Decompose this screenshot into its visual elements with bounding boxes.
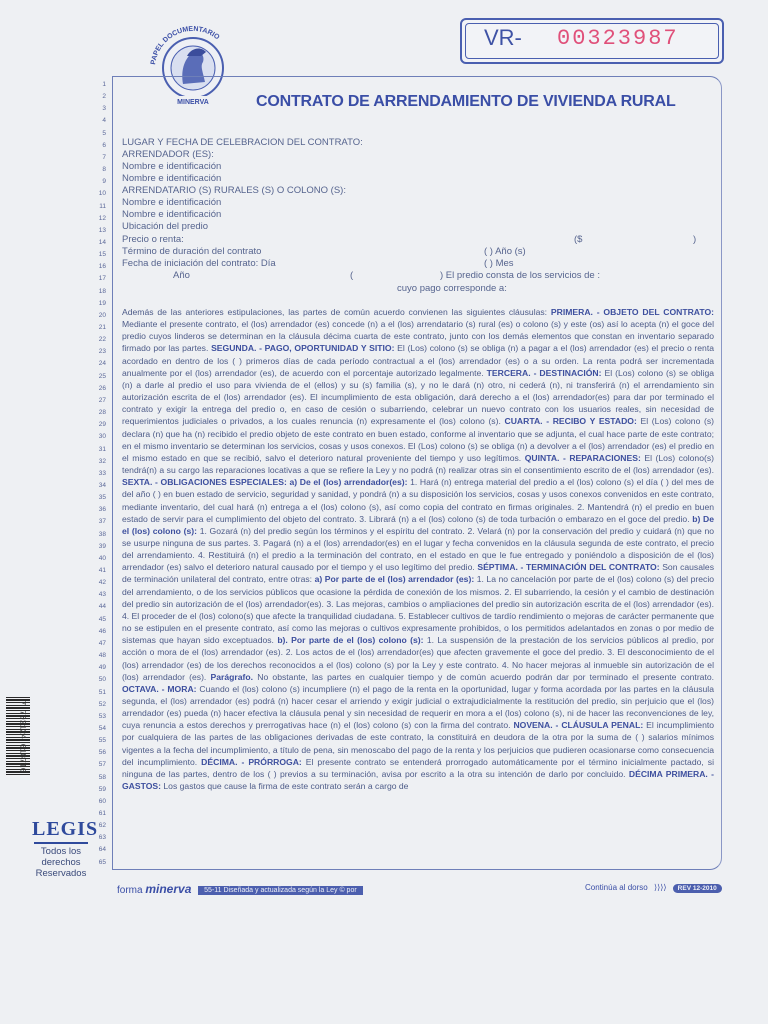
line-number: 28: [98, 409, 106, 417]
line-number: 9: [102, 178, 106, 186]
line-number: 53: [98, 712, 106, 720]
field-nombre-2: Nombre e identificación: [122, 173, 222, 184]
line-number: 4: [102, 117, 106, 125]
line-number: 62: [98, 822, 106, 830]
line-number: 35: [98, 494, 106, 502]
line-number: 18: [98, 287, 106, 295]
line-number: 13: [98, 226, 106, 234]
line-number: 6: [102, 141, 106, 149]
field-fecha-mes: ( ) Mes: [484, 258, 514, 269]
line-number: 27: [98, 396, 106, 404]
clause-5-title: QUINTA. - REPARACIONES:: [524, 452, 641, 463]
field-nombre-4: Nombre e identificación: [122, 209, 222, 220]
line-number: 3: [102, 105, 106, 113]
field-termino: Término de duración del contrato: [122, 246, 262, 257]
line-number: 22: [98, 336, 106, 344]
contract-body: Además de las anteriores estipulaciones, las partes de común acuerdo convienen las siguientes cláusulas: PRIMERA. - OBJETO DEL CONTRATO: Mediante el presente contrato, el (los) arrendador (es) concede (n) a el (los) arrendatario (s) rural (es) o colono (s) y este (os) así lo acepta (n) el goce del predio cuyos linderos se determinan en la cláusula décima cuarta de este contrato, junto con los demás elementos que constan en inventario separado firmado por las partes. SEGUNDA. - PAGO, OPORTUNIDAD Y SITIO: El (Los) colono (s) se obliga (n) a pagar a el (los) arrendador (es) el precio o renta acordado en dentro de los ( ) primeros días de cada período contractual a el (los) arrendador (es) o a su orden. La renta podrá ser incrementada anualmente por el (los) arrendador (es), de acuerdo con el porcentaje autorizado legalmente. TERCERA. - DESTINACIÓN: El (Los) colono (s) se obliga (n) a darle al predio el uso para vivienda de el (ellos) y su (s) familia (s), y no le dará (n) otro, ni cederá (n), ni transferirá (n) el arrendamiento sin autorización escrita de el (los) arrendador (es). El incumplimiento de esta obligación, dará derecho a el (los) arrendador(es) para dar por terminado el contrato y exigir la entrega del predio o, en caso de cesión o subarriendo, celebrar un nuevo contrato con los usuarios reales, sin necesidad de requerimientos judiciales o privados, a los cuales renuncia (n) expresamente el (los) colono (s). CUARTA. - RECIBO Y ESTADO: El (Los) colono (s) declara (n) que ha (n) recibido el predio objeto de este contrato en buen estado, conforme al inventario que se adjunta, el cual hace parte de este contrato; en el mismo inventario se determinan los servicios, cosas y usos conexos. El (Los) colono (s) se obliga (n) a devolver a el (los) arrendador (es) el predio en el mismo estado en que se recibió, salvo el deterioro natural proveniente del tiempo y uso legítimos. QUINTA. - REPARACIONES: El (Los) colono(s) tendrá(n) a su cargo las reparaciones locativas a que se refiere la Ley y no podrá (n) realizar otras sin el consentimiento escrito de el (los) arrendador (es). SEXTA. - OBLIGACIONES ESPECIALES: a) De el (los) arrendador(es): 1. Hará (n) entrega material del predio a el (los) colono (s) el día ( ) del mes de del año ( ) en buen estado de servicio, seguridad y sanidad, y pondrá (n) a su disposición los servicios, cosas y usos conexos convenidos en este contrato, mediante inventario, del cual hará (n) entrega a el (los) colono (s), así como copia del contrato en firmas originales. 2. Mantendrá (n) el predio en buen estado de servir para el cumplimiento del objeto del contrato. 3. Librará (n) a el (los) colono (s) de toda turbación o embarazo en el goce del predio. b) De el (los) colono (s): 1. Gozará (n) del predio según los términos y el espíritu del contrato. 2. Velará (n) por la conservación del predio y cuidará (n) que no se usurpe ninguna de sus partes. 3. Pagará (n) a el (los) arrendador(es) en el lugar y fecha convenidos en la cláusula segunda de este contrato, el precio del arrendamiento. 4. Restituirá (n) el predio a la terminación del contrato, en el estado en que le fue entregado y poniéndolo a disposición de el (los) arrendador (es) salvo el deterioro natural causado por el tiempo y el uso legítimo del predio. SÉPTIMA. - TERMINACIÓN DEL CONTRATO: Son causales de terminación unilateral del contrato, entre otras: a) Por parte de el (los) arrendador (es): 1. La no cancelación por parte de el (los) colono (s) del precio del arrendamiento, o de los servicios públicos que ocasione la pérdida de conexión de los mismos. 2. El subarriendo, la cesión y el cambio de destinación del predio sin autorización de el (los) arrendador(es). 3. Las mejoras, cambios o ampliaciones del predio sin autorización escrita de el (los) arrendador (es). 4. El proceder de el (los) colono(s) que afecte la tranquilidad ciudadana. 5. Establecer cultivos de tardío rendimiento o mejoras de carácter permanente que no se estipulen en el presente contrato, así como las mejoras o cultivos expresamente prohibidos, o los permitidos adelantados en zonas o por medio de sistemas que hayan sido exceptuados. b). Por parte de el (los) colono (s): 1. La suspensión de la prestación de los servicios públicos al predio, por acción o mora de el (los) arrendador (es). 2. Los actos de el (los) arrendador(es) que afecten gravemente el goce del predio. 3. El desconocimiento de el (los) arrendador (es) de los derechos reconocidos a el (los) colono (s) por la Ley y este contrato. 4. No hacer mejoras al inmueble sin autorización de el (los) arrendador (es). Parágrafo. No obstante, las partes en cualquier tiempo y de común acuerdo podrán dar por terminado el presente contrato. OCTAVA. - MORA: Cuando el (los) colono (s) incumpliere (n) el pago de la renta en la oportunidad, lugar y forma acordada por las partes en la cláusula segunda, el (los) arrendador (es) podrá (n) hacer cesar el arriendo y exigir judicial o extrajudicialmente la restitución del predio, sin perjuicio que el (los) arrendador (es) pueda (n) hacer efectiva la cláusula penal y sin necesidad de requerir en mora a el (los) colono (s), ni de hacer las reconvenciones de ley, cuya renuncia a estos derechos y prerrogativas hace (n) el (los) colono (s) con la firma del contrato. NOVENA. - CLÁUSULA PENAL: El incumplimiento por cualquiera de las partes de las obligaciones derivadas de este contrato, la constituirá en deudora de la otra por la suma de ( ) salarios mínimos vigentes a la fecha del incumplimiento, a título de pena, sin menoscabo del pago de la renta y los perjuicios que pudieren ocasionarse como consecuencia del incumplimiento. DÉCIMA. - PRÓRROGA: El presente contrato se entenderá prorrogado automáticamente por el término inicialmente pactado, si ninguna de las partes, dentro de los ( ) previos a su terminación, avisa por escrito a la otra su intención de darlo por concluido. DÉCIMA PRIMERA. - GASTOS: Los gastos que cause la firma de este contrato serán a cargo de: [122, 307, 715, 792]
line-number: 65: [98, 858, 106, 866]
line-number: 31: [98, 445, 106, 453]
line-number: 50: [98, 676, 106, 684]
line-number: 47: [98, 639, 106, 647]
field-servicios-paren: (: [350, 270, 354, 281]
line-number: 59: [98, 785, 106, 793]
line-number: 49: [98, 664, 106, 672]
line-number: 11: [99, 202, 106, 210]
footer-brand-name: minerva: [145, 882, 192, 896]
clause-3-title: TERCERA. - DESTINACIÓN:: [486, 367, 602, 378]
line-number: 51: [98, 688, 106, 696]
line-number: 1: [102, 81, 106, 88]
field-precio-paren: ($: [574, 234, 583, 245]
line-number: 36: [98, 506, 106, 514]
line-number: 7: [102, 153, 106, 161]
line-number: 45: [98, 615, 106, 623]
line-number: 42: [98, 579, 106, 587]
legis-underline: [34, 842, 88, 844]
footer-description: 55-11 Diseñada y actualizada según la Ley © por: [198, 886, 363, 895]
clause-6-title: SEXTA. - OBLIGACIONES ESPECIALES:: [122, 477, 287, 488]
line-number: 57: [98, 761, 106, 769]
line-number: 40: [98, 554, 106, 562]
line-number: 10: [98, 190, 106, 198]
arrows-icon: ⟩⟩⟩⟩: [653, 883, 667, 892]
field-precio-close: ): [693, 234, 697, 245]
line-number: 30: [98, 433, 106, 441]
line-number: 19: [98, 299, 106, 307]
line-number: 21: [98, 324, 106, 331]
footer-continue: [585, 883, 722, 893]
line-number: 55: [98, 737, 106, 745]
line-number: 33: [98, 469, 106, 477]
clause-1-title: PRIMERA. - OBJETO DEL CONTRATO:: [550, 307, 715, 317]
line-number: 60: [98, 797, 106, 805]
serial-prefix: VR-: [484, 25, 522, 50]
line-number: 44: [98, 603, 106, 611]
clause-7-title: SÉPTIMA. - TERMINACIÓN DEL CONTRATO:: [477, 562, 660, 573]
line-number: 15: [98, 251, 106, 259]
serial-number: 00323987: [557, 26, 679, 51]
svg-text:PAPEL DOCUMENTARIO: PAPEL DOCUMENTARIO: [150, 25, 221, 66]
line-number: 46: [98, 627, 106, 635]
clause-9-title: NOVENA. - CLÁUSULA PENAL:: [513, 720, 644, 731]
line-number: 20: [98, 311, 106, 319]
clause-8-title: OCTAVA. - MORA:: [122, 683, 197, 694]
line-number: 37: [98, 518, 106, 526]
clause-4-title: CUARTA. - RECIBO Y ESTADO:: [504, 416, 637, 427]
footer-brand: [117, 882, 363, 896]
serial-box: [460, 18, 724, 64]
line-number: 5: [102, 129, 106, 137]
seal-bottom-label: MINERVA: [177, 99, 209, 106]
line-number: 34: [98, 481, 106, 489]
page-title: CONTRATO DE ARRENDAMIENTO DE VIVIENDA RURAL: [256, 93, 676, 110]
line-number: 54: [98, 724, 106, 732]
line-number: 56: [98, 749, 106, 757]
clause-11-title: DÉCIMA PRIMERA. - GASTOS:: [122, 768, 714, 792]
line-number: 41: [98, 567, 106, 574]
line-number: 24: [98, 360, 106, 368]
line-number: 26: [98, 384, 106, 392]
line-number: 58: [98, 773, 106, 781]
line-number: 39: [98, 542, 106, 550]
line-number: 16: [98, 263, 106, 271]
line-number: 29: [98, 421, 106, 429]
line-number: 23: [98, 348, 106, 356]
line-number: 43: [98, 591, 106, 599]
line-number: 63: [98, 834, 106, 842]
clause-2-title: SEGUNDA. - PAGO, OPORTUNIDAD Y SITIO:: [211, 343, 395, 354]
field-nombre-1: Nombre e identificación: [122, 161, 222, 172]
line-number: 12: [98, 214, 106, 222]
line-number: 8: [102, 166, 106, 174]
field-ubicacion: Ubicación del predio: [122, 221, 209, 232]
legis-logo: LEGIS: [32, 818, 99, 840]
field-lugar: LUGAR Y FECHA DE CELEBRACION DEL CONTRATO:: [122, 137, 363, 148]
field-nombre-3: Nombre e identificación: [122, 197, 222, 208]
rights-note: Todos los derechos Reservados: [35, 846, 87, 879]
line-number: 2: [102, 93, 106, 101]
field-arrendatario: ARRENDATARIO (S) RURALES (S) O COLONO (S):: [122, 185, 346, 196]
line-number: 52: [98, 700, 106, 708]
line-number: 25: [98, 372, 106, 380]
field-precio: Precio o renta:: [122, 234, 184, 245]
line-number: 14: [98, 238, 106, 246]
footer-brand-prefix: forma: [117, 885, 143, 896]
clause-10-title: DÉCIMA. - PRÓRROGA:: [201, 756, 302, 767]
field-fecha: Fecha de iniciación del contrato: Día: [122, 258, 276, 269]
field-termino-anios: ( ) Año (s): [484, 246, 526, 257]
field-servicios: ) El predio consta de los servicios de :: [440, 270, 600, 281]
line-number: 32: [98, 457, 106, 465]
line-number: 64: [98, 846, 106, 854]
line-number: 48: [98, 652, 106, 660]
field-arrendador: ARRENDADOR (ES):: [122, 149, 214, 160]
continue-label: Continúa al dorso: [585, 883, 648, 892]
revision-badge: REV 12-2010: [673, 884, 722, 893]
field-pago: cuyo pago corresponde a:: [397, 283, 507, 294]
barcode-text: 7 702124 018710: [17, 700, 27, 773]
line-number: 61: [98, 810, 106, 817]
field-anio: Año: [173, 270, 190, 281]
line-number: 17: [98, 275, 106, 283]
line-number: 38: [98, 530, 106, 538]
